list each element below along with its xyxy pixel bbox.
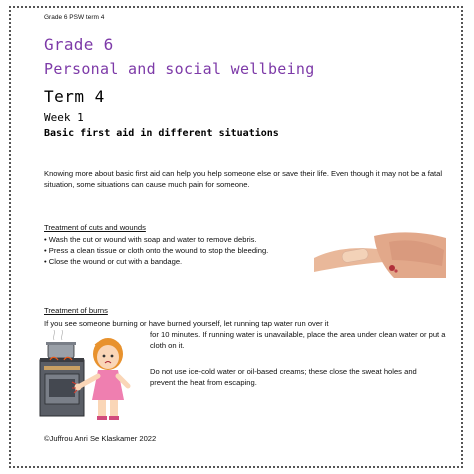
girl-burned-hand-illustration: [36, 330, 142, 422]
bandaged-finger-image: [314, 228, 446, 278]
topic-title: Basic first aid in different situations: [44, 128, 279, 139]
cuts-bullet: • Close the wound or cut with a bandage.: [44, 257, 183, 267]
grade-title: Grade 6: [44, 35, 114, 54]
burns-heading: Treatment of burns: [44, 306, 108, 315]
cuts-bullet-list: [44, 234, 304, 268]
term-title: Term 4: [44, 87, 105, 106]
intro-paragraph: Knowing more about basic first aid can help you help someone else or save their life. Even though it may not be a fatal situation, some situations can cause much pain for someone.: [44, 169, 443, 190]
burns-warning-text: Do not use ice-cold water or oil-based creams; these close the sweat holes and prevent the heat from escaping.: [150, 367, 417, 388]
cuts-bullet: • Wash the cut or wound with soap and water to remove debris.: [44, 235, 257, 244]
footer-credit: ©Juffrou Anri Se Klaskamer 2022: [44, 434, 157, 443]
cuts-heading: Treatment of cuts and wounds: [44, 223, 146, 232]
subject-title: Personal and social wellbeing: [44, 60, 315, 78]
burns-continuation-text: for 10 minutes. If running water is unavailable, place the area under clean water or put a cloth on it.: [150, 330, 446, 351]
header-label: Grade 6 PSW term 4: [44, 14, 105, 21]
burns-lead-text: If you see someone burning or have burned yourself, let running tap water run over it: [44, 319, 329, 328]
week-title: Week 1: [44, 111, 84, 124]
cuts-bullet: • Press a clean tissue or cloth onto the wound to stop the bleeding.: [44, 246, 269, 256]
